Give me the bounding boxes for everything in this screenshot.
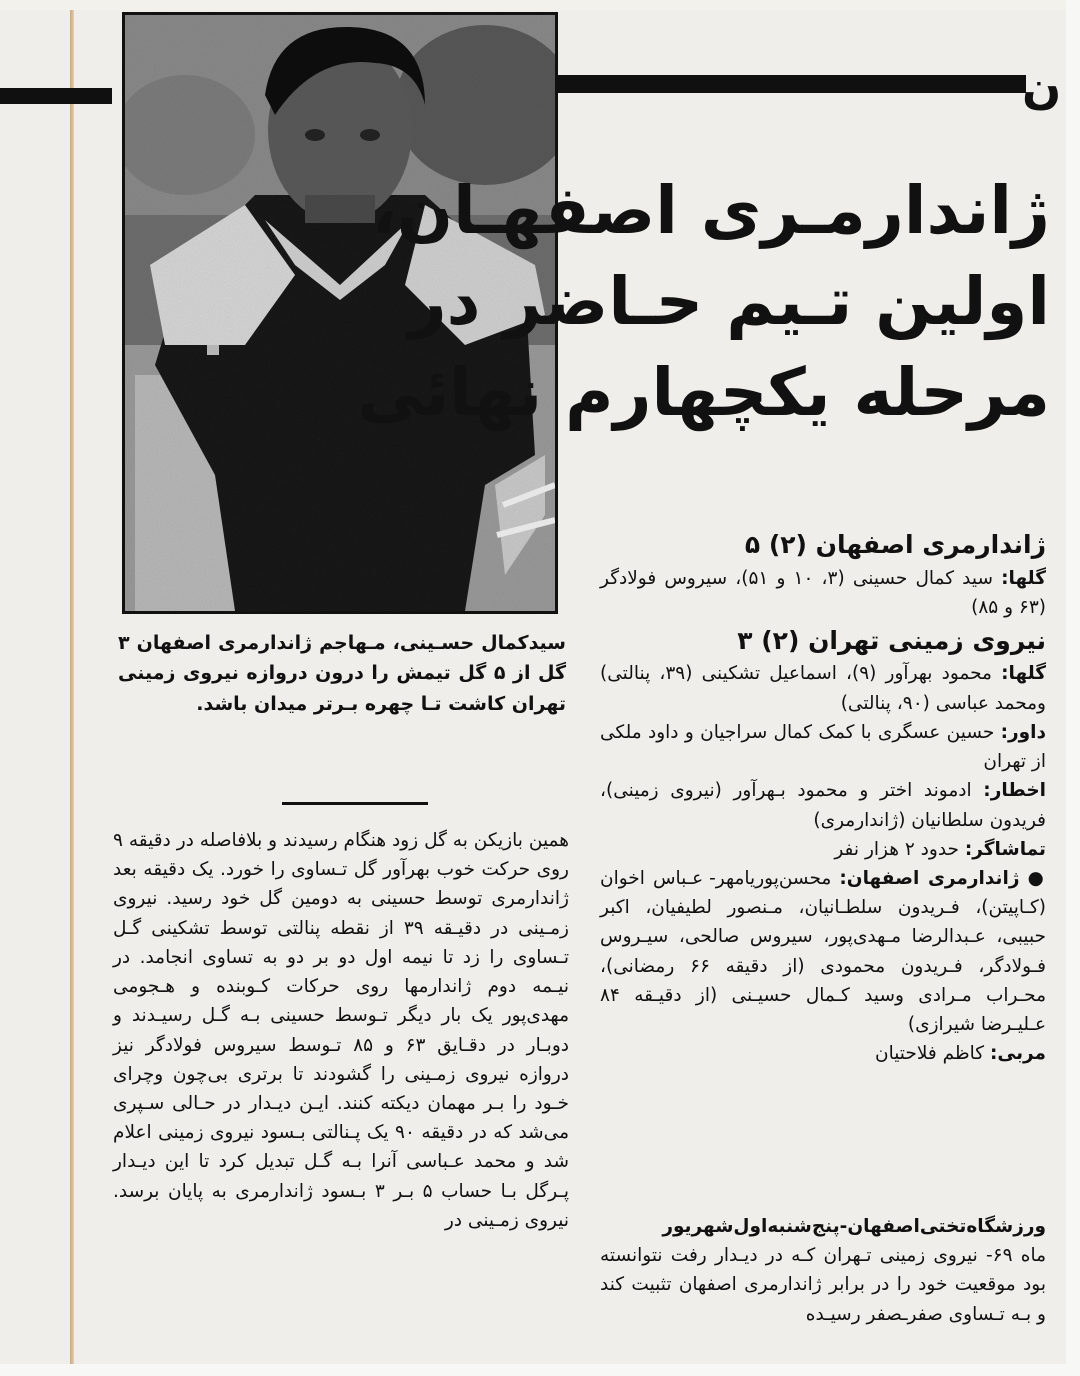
team1-goals bbox=[600, 564, 1046, 622]
venue-paragraph bbox=[600, 1212, 1046, 1329]
warnings-text: ادموند اختر و محمود بـهرآور (نیروی زمینی)، فریدون سلطانیان (ژاندارمری) bbox=[600, 780, 1046, 831]
goals-label: گلها: bbox=[1001, 663, 1047, 685]
referee-text: حسین عسگری با کمک کمال سراجیان و داود ملکی از تهران bbox=[600, 721, 1046, 773]
lineup-text: محسن‌پوریامهر- عـباس اخوان (کـاپیتن)، فـریدون سلطـانیان، مـنصور لطیفیان، اکبر حبیبی، عـبدالرضا مـهدی‌پور، سیروس صالحی، سیـروس فـولادگر، فـریدون محمودی (از دقیقه ۶۶ رمضانی)، محـراب مـرادی وسید کـمال حسیـنی (از دقیـقه ۸۴ عـلیـرضا شیرازی) bbox=[600, 867, 1046, 1036]
page-fold-line bbox=[70, 10, 74, 1365]
team2-goals-text: محمود بهرآور (۹)، اسماعیل تشکینی (۳۹، پنالتی) ومحمد عباسی (۹۰، پنالتی) bbox=[600, 663, 1046, 714]
referee bbox=[600, 718, 1046, 776]
coach-label: مربی: bbox=[989, 1043, 1046, 1065]
goals-label: گلها: bbox=[1001, 567, 1046, 589]
photo-caption: سیدکمال حسـینی، مـهاجم ژاندارمری اصفهان ۳ گل از ۵ گل تیمش را درون دروازه نیروی زمینی تهران کاشت تـا چهره بـرتر میدان باشد. bbox=[118, 632, 566, 715]
coach-text: کاظم فلاحتیان bbox=[875, 1043, 985, 1065]
team1-goals-text: سید کمال حسینی (۳، ۱۰ و ۵۱)، سیروس فولادگر (۶۳ و ۸۵) bbox=[600, 567, 1046, 618]
team2-goals bbox=[600, 659, 1046, 717]
team1-score: ژاندارمری اصفهان (۲) ۵ bbox=[744, 530, 1046, 559]
venue-title: ورزشگاه‌تختی‌اصفهان-پنج‌شنبه‌اول‌شهریور bbox=[662, 1216, 1046, 1237]
lineup-label: ژاندارمری اصفهان: bbox=[839, 867, 1020, 889]
headline-line: اولین تـیم حـاضر در bbox=[408, 263, 1050, 341]
headline-line: ژاندارمـری اصفهـان، bbox=[371, 172, 1050, 249]
warnings bbox=[600, 776, 1046, 834]
lineup bbox=[600, 864, 1046, 1039]
section-rule-left bbox=[0, 88, 112, 104]
page-margin-bottom bbox=[0, 1364, 1080, 1376]
page-margin-right bbox=[1066, 0, 1080, 1376]
spectators-text: حدود ۲ هزار نفر bbox=[834, 838, 959, 860]
section-heading-fragment: ن bbox=[1022, 60, 1062, 114]
coach bbox=[600, 1039, 1046, 1068]
spectators bbox=[600, 835, 1046, 864]
headline bbox=[357, 165, 1050, 438]
headline-line: مرحله یکچهارم نهائی bbox=[357, 354, 1050, 432]
separator-rule bbox=[282, 802, 428, 805]
match-summary bbox=[600, 526, 1046, 1069]
venue-text: ماه ۶۹- نیروی زمینی تـهران کـه در دیـدار رفت نتوانسته بود موقعیت خود را در برابر ژاندارمری اصفهان تثبیت کند و بـه تـساوی صفرـصفر رسیـده bbox=[600, 1245, 1047, 1325]
section-rule-right bbox=[556, 75, 1026, 93]
article-body-left: همین بازیکن به گل زود هنگام رسیدند و بلافاصله در دقیقه ۹ روی حرکت خوب بهرآور گل تـساوی را خورد. یک دقیقه بعد ژاندارمری توسط حسینی به دومین گل خود رسید. نیروی زمـینی در دقیـقه ۳۹ از نقطه پنالتی توسط تشکینی گـل تـساوی را زد تا نیمه اول دو بر دو به تساوی انجامد. در نیـمه دوم ژاندارمها روی حرکات کـوبنده و هـجومی مهدی‌پور یک بار دیگر تـوسط حسینی بـه گـل رسیـدند و دوبـار در دقـایق ۶۳ و ۸۵ تـوسط سیروس فولادگر نیز دروازه نیروی زمـینی را گشودند تا برتری بی‌چون وچرای خـود را بـر مهمان دیکته کنند. ایـن دیـدار در حـالی سـپری می‌شد که در دقیقه ۹۰ یک پـنالتی بـسود نیروی زمینی اعلام شد و محمد عـباسی آنرا بـه گـل تبدیل کرد تا این دیـدار پـرگل بـا حساب ۵ بـر ۳ بـسود ژاندارمری به پایان برسد. نیروی زمـینی در bbox=[113, 830, 569, 1231]
referee-label: داور: bbox=[1000, 721, 1046, 743]
bullet-icon: ● bbox=[1027, 867, 1046, 889]
warnings-label: اخطار: bbox=[983, 780, 1046, 802]
spectators-label: تماشاگر: bbox=[964, 838, 1046, 860]
team2-score: نیروی زمینی تهران (۲) ۳ bbox=[737, 625, 1046, 655]
